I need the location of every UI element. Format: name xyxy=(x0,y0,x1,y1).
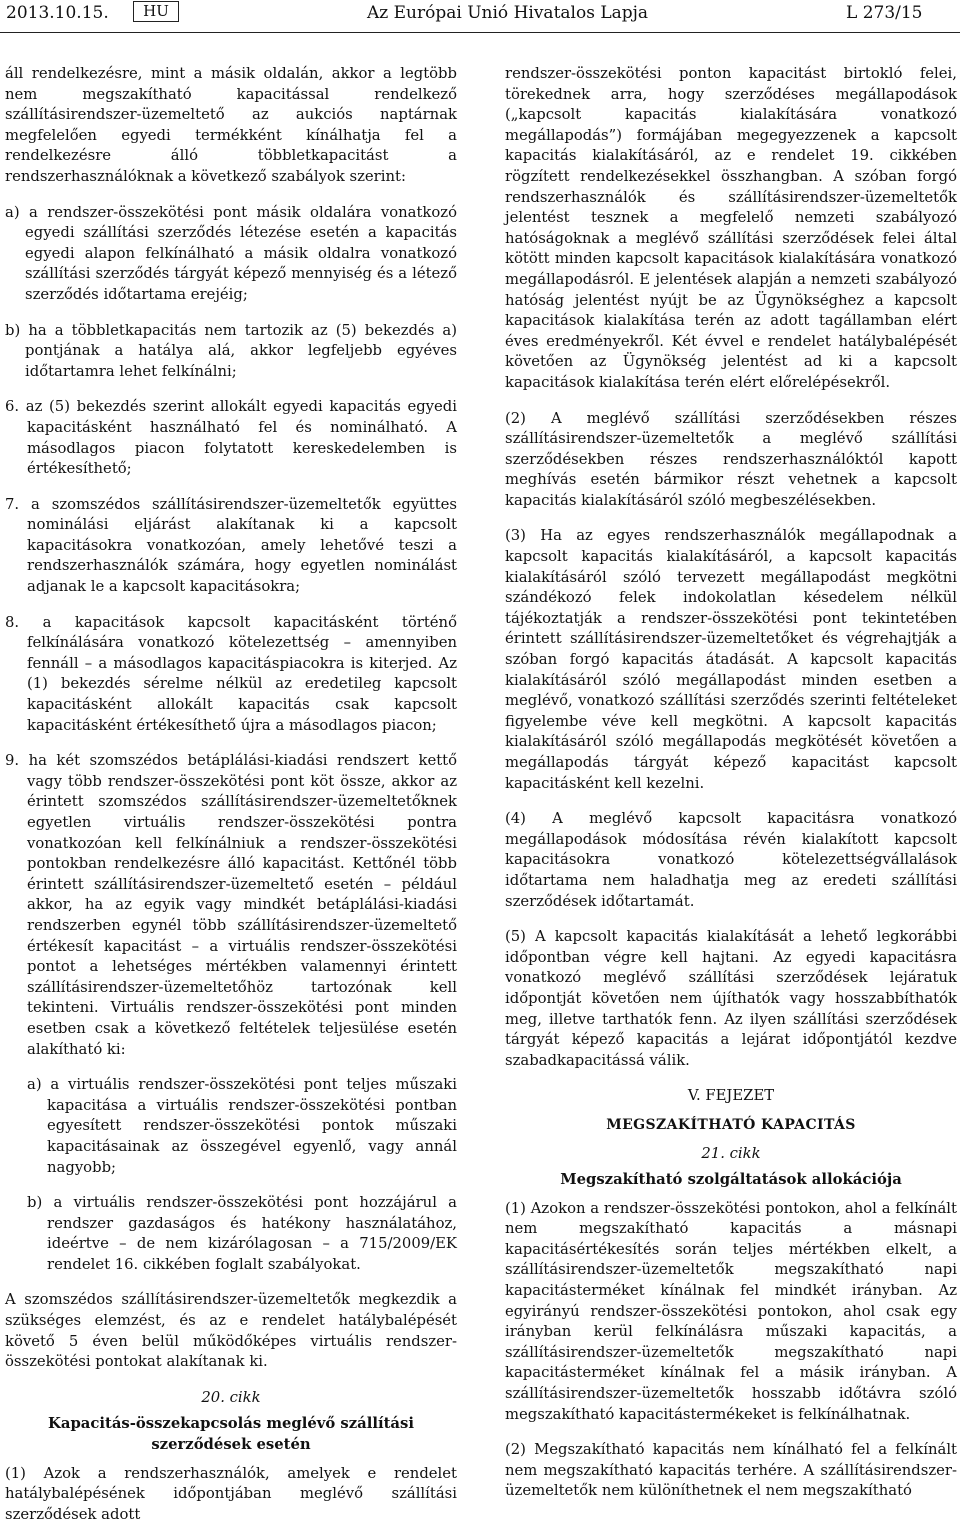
paragraph: (1) Azok a rendszerhasználók, amelyek e rendelet hatálybalépésének időpontjában meglévő szállítási szerződések adott xyxy=(5,1464,457,1523)
sub-point-a: a) a rendszer-összekötési pont másik oldalára vonatkozó egyedi szállítási szerződés létezése esetén a kapacitás egyedi alapon felkínálható a másik oldalra vonatkozó szállítási szerződés tárgyát képező mennyiség és a létező szerződés időtartama erejéig; xyxy=(5,203,457,303)
article-title: Megszakítható szolgáltatások allokációja xyxy=(560,1171,902,1189)
numbered-point-8: 8. a kapacitások kapcsolt kapacitásként történő felkínálására vonatkozó kötelezettség – amennyiben fennáll – a másodlagos kapacitáspiacokra is kiterjed. Az (1) bekezdés sérelme nélkül az eredetileg kapcsolt kapacitásként allokált kapacitás csak kapcsolt kapacitásként értékesíthető újra a másodlagos piacon; xyxy=(5,613,457,734)
article-number: 20. cikk xyxy=(201,1388,261,1406)
right-column xyxy=(505,64,957,1517)
numbered-point-6: 6. az (5) bekezdés szerint allokált egyedi kapacitás egyedi kapacitásként használható fel és nominálható. A másodlagos piacon folytatott kereskedelemben is értékesíthető; xyxy=(5,398,457,478)
page-number: L 273/15 xyxy=(846,3,923,23)
page-header xyxy=(0,0,960,36)
article-title: Kapacitás-összekapcsolás meglévő szállítási szerződések esetén xyxy=(48,1415,414,1454)
journal-title: Az Európai Unió Hivatalos Lapja xyxy=(367,3,649,23)
paragraph: (3) Ha az egyes rendszerhasználók megállapodnak a kapcsolt kapacitás kialakításáról, a kapcsolt kapacitás kialakításáról szóló tervezett megállapodást megkötni szándékozó felek indokolatlan késedelem nélkül tájékoztatják a rendszer-összekötési pont tekintetében érintett szállításirendszer-üzemeltetőket és végrehajtják a szóban forgó kapacitás átadását. A kapcsolt kapacitás kialakításáról szóló megállapodást minden esetben a meglévő, vonatkozó szállítási szerződés szerinti feltételeket figyelembe véve kell megkötni. A kapcsolt kapacitás kialakításáról szóló megállapodás megkötését követően a megállapodás tárgyát képező kapacitást kapcsolt kapacitásként kell kezelni. xyxy=(505,527,957,792)
left-column xyxy=(5,64,457,1540)
sub-point-a: a) a virtuális rendszer-összekötési pont teljes műszaki kapacitása a virtuális rendszer-összekötési pontban egyesített rendszer-összekötési pontok műszaki kapacitásainak az összegével egyenlő, vagy annál nagyobb; xyxy=(27,1076,457,1176)
numbered-point-9: 9. ha két szomszédos betáplálási-kiadási rendszert kettő vagy több rendszer-összekötési pont köt össze, akkor az érintett szomszédos szállításirendszer-üzemeltetőknek egyetlen virtuális rendszer-összekötési pontra vonatkozóan kell felkínálniuk a rendszer-összekötési pontokban rendelkezésre álló kapacitást. Kettőnél több érintett szállításirendszer-üzemeltető esetén – például akkor, ha az egyik vagy mindkét betáplálási-kiadási rendszerben egynél több szállításirendszer-üzemeltető értékesít kapacitást – a virtuális rendszer-összekötési pontot a lehetséges mértékben valamennyi érintett szállításirendszer-üzemeltetőhöz tartozónak kell tekinteni. Virtuális rendszer-összekötési pont minden esetben csak a következő feltételek teljesülése esetén alakítható ki: xyxy=(5,752,457,1058)
numbered-point-7: 7. a szomszédos szállításirendszer-üzemeltetők együttes nominálási eljárást alakítanak ki a kapcsolt kapacitásokra vonatkozóan, amely lehetővé teszi a rendszerhasználók számára, hogy egyetlen nominálást adjanak le a kapcsolt kapacitásokra; xyxy=(5,495,457,596)
sub-point-b: b) ha a többletkapacitás nem tartozik az (5) bekezdés a) pontjának a hatálya alá, akkor legfeljebb egyéves időtartamra lehet felkínálni; xyxy=(5,321,457,380)
sub-point-b: b) a virtuális rendszer-összekötési pont hozzájárul a rendszer gazdaságos és hatékony használatához, ideértve – de nem kizárólagosan – a 715/2009/EK rendelet 16. cikkében foglalt szabályokat. xyxy=(27,1194,457,1273)
paragraph: (1) Azokon a rendszer-összekötési pontokon, ahol a felkínált nem megszakítható kapacitás a másnapi kapacitásértékesítés során teljes mértékben elkelt, a szállításirendszer-üzemeltetők megszakítható napi kapacitásterméket kínálnak fel mindkét irányban. Az egyirányú rendszer-összekötési pontokon, ahol csak egy irányban kerül felkínálásra műszaki kapacitás, a szállításirendszer-üzemeltetők megszakítható napi kapacitásterméket kínálnak fel a másik irányban. A szállításirendszer-üzemeltetők hosszabb időtávra szóló megszakítható kapacitástermékeket is felkínálhatnak. xyxy=(505,1199,957,1423)
language-badge: HU xyxy=(133,1,179,22)
paragraph: (2) A meglévő szállítási szerződésekben részes szállításirendszer-üzemeltetők a meglévő szállítási szerződésekben részes rendszerhasználóktól kapott meghívás esetén bármikor részt vehetnek a kapcsolt kapacitás kialakításáról szóló megbeszélésekben. xyxy=(505,409,957,509)
paragraph: (2) Megszakítható kapacitás nem kínálható fel a felkínált nem megszakítható kapacitás terhére. A szállításirendszer-üzemeltetők nem különíthetnek el nem megszakítható xyxy=(505,1441,957,1500)
chapter-number: V. FEJEZET xyxy=(687,1087,775,1105)
article-number: 21. cikk xyxy=(701,1144,761,1162)
publication-date: 2013.10.15. xyxy=(6,3,109,23)
paragraph: A szomszédos szállításirendszer-üzemeltetők megkezdik a szükséges elemzést, és az e rendelet hatálybalépését követő 5 éven belül működőképes virtuális rendszer-összekötési pontokat alakítanak ki. xyxy=(5,1291,457,1371)
paragraph: áll rendelkezésre, mint a másik oldalán, akkor a legtöbb nem megszakítható kapacitással rendelkező szállításirendszer-üzemeltető az aukciós naptárnak megfelelően egyedi termékként kínálhatja fel a rendelkezésre álló többletkapacitást a rendszerhasználóknak a következő szabályok szerint: xyxy=(5,65,457,185)
paragraph: (5) A kapcsolt kapacitás kialakítását a lehető legkorábbi időpontban végre kell hajtani. Az egyedi kapacitásra vonatkozó meglévő szállítási szerződések lejáratuk időpontját követően nem újíthatók vagy hosszabbíthatók meg, illetve tarthatók fenn. Az ilyen szállítási szerződések tárgyát képező kapacitás a lejárat időpontjától kezdve szabadkapacitássá válik. xyxy=(505,928,957,1069)
paragraph: rendszer-összekötési ponton kapacitást birtokló felei, törekednek arra, hogy szerződéses megállapodások („kapcsolt kapacitás kialakítására vonatkozó megállapodás”) formájában megegyezzenek a kapcsolt kapacitás kialakításáról, az e rendelet 19. cikkében rögzített rendelkezésekkel összhangban. A szóban forgó rendszerhasználók és szállításirendszer-üzemeltetők jelentést tesznek a megfelelő nemzeti szabályozó hatóságoknak a meglévő szállítási szerződések felei által kötött minden kapcsolt kapacitások kialakítására vonatkozó megállapodásról. E jelentések alapján a nemzeti szabályozó hatóság jelentést nyújt be az Ügynökséghez a kapcsolt kapacitások kialakítása terén az adott tagállamban elért éves eredményekről. Két évvel e rendelet hatálybalépését követően az Ügynökség jelentést ad ki a kapcsolt kapacitások kialakítása terén elért előrelépésekről. xyxy=(505,65,957,391)
paragraph: (4) A meglévő kapcsolt kapacitásra vonatkozó megállapodások módosítása révén kialakított kapcsolt kapacitásokra vonatkozó kötelezettségvállalások időtartama nem haladhatja meg az eredeti szállítási szerződések időtartamát. xyxy=(505,810,957,910)
chapter-title: MEGSZAKÍTHATÓ KAPACITÁS xyxy=(606,1116,856,1133)
header-rule xyxy=(0,32,960,33)
